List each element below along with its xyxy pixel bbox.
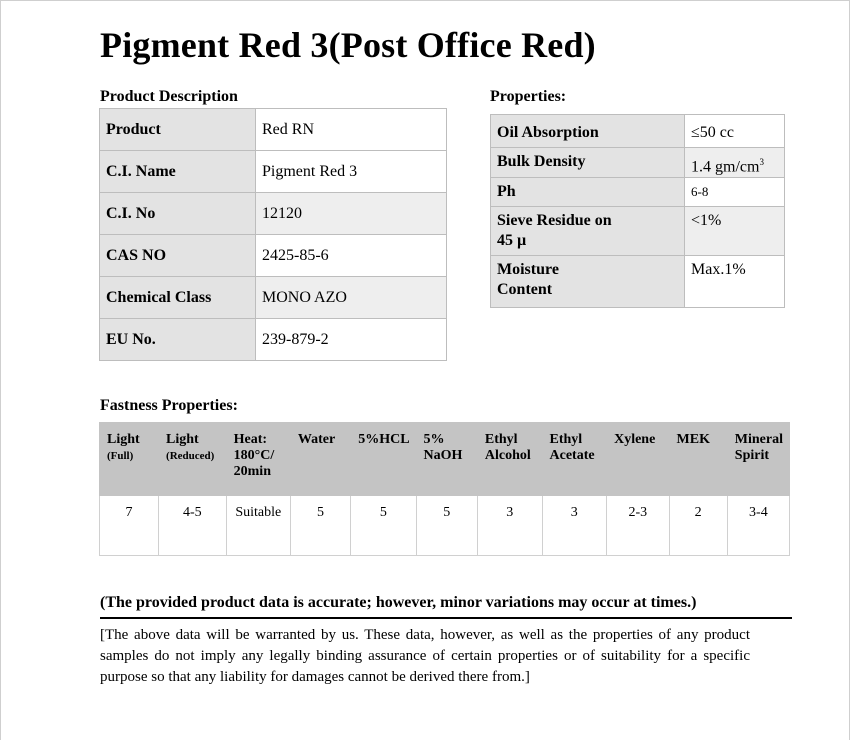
- fastness-header: [607, 423, 669, 496]
- desc-value: 2425-85-6: [256, 235, 447, 277]
- fastness-header: [727, 423, 789, 496]
- fastness-value: 2: [669, 496, 727, 556]
- table-row: [491, 256, 785, 308]
- header-line: 5%HCL: [358, 432, 410, 447]
- fastness-header: [290, 423, 350, 496]
- fastness-header: [226, 423, 290, 496]
- product-description-table: [99, 108, 447, 361]
- desc-key: Chemical Class: [100, 277, 256, 319]
- prop-value: [685, 148, 785, 178]
- prop-value: 6-8: [685, 178, 785, 207]
- prop-key-line: Moisture: [497, 261, 559, 279]
- header-line: 5%: [423, 432, 445, 447]
- table-row: [100, 193, 447, 235]
- prop-value: Max.1%: [685, 256, 785, 308]
- header-line: Water: [297, 432, 336, 447]
- prop-key: [491, 256, 685, 308]
- bulk-density-value: 1.4 gm/cm: [691, 158, 760, 176]
- table-row: [491, 207, 785, 256]
- disclaimer-heading: (The provided product data is accurate; however, minor variations may occur at times.): [100, 594, 792, 619]
- header-line: Mineral: [734, 432, 783, 447]
- fastness-header: [477, 423, 542, 496]
- desc-value: Red RN: [256, 109, 447, 151]
- desc-value: 239-879-2: [256, 319, 447, 361]
- desc-key: EU No.: [100, 319, 256, 361]
- desc-key: CAS NO: [100, 235, 256, 277]
- product-description-label: Product Description: [100, 88, 238, 105]
- prop-key-line: Content: [497, 281, 553, 299]
- prop-value: ≤50 cc: [685, 115, 785, 148]
- properties-table: [490, 114, 785, 308]
- header-sub: (Full): [107, 450, 134, 462]
- fastness-header: [542, 423, 607, 496]
- desc-value: Pigment Red 3: [256, 151, 447, 193]
- desc-key: C.I. No: [100, 193, 256, 235]
- fastness-value: 2-3: [607, 496, 669, 556]
- header-line: Xylene: [614, 432, 656, 447]
- table-row: [100, 496, 790, 556]
- fastness-value: 7: [100, 496, 159, 556]
- fastness-value: 3: [477, 496, 542, 556]
- table-row: [100, 277, 447, 319]
- fastness-header: [416, 423, 477, 496]
- prop-key: [491, 207, 685, 256]
- header-line: Ethyl: [549, 432, 583, 447]
- fastness-value: 5: [290, 496, 350, 556]
- header-line: MEK: [676, 432, 710, 447]
- table-row: [100, 319, 447, 361]
- prop-key-line: 45 µ: [497, 232, 527, 250]
- header-line: Spirit: [734, 448, 770, 463]
- header-line: 180°C/: [233, 448, 275, 463]
- table-row: [491, 148, 785, 178]
- desc-value: 12120: [256, 193, 447, 235]
- fastness-table: [99, 422, 790, 556]
- header-line: Light: [107, 432, 140, 447]
- fastness-value: 5: [351, 496, 416, 556]
- table-row: [100, 109, 447, 151]
- header-line: Ethyl: [484, 432, 518, 447]
- header-sub: (Reduced): [166, 450, 215, 462]
- table-row: [100, 235, 447, 277]
- prop-value: <1%: [685, 207, 785, 256]
- fastness-value: 4-5: [159, 496, 227, 556]
- fastness-value: Suitable: [226, 496, 290, 556]
- fastness-header: [669, 423, 727, 496]
- desc-key: C.I. Name: [100, 151, 256, 193]
- desc-value: MONO AZO: [256, 277, 447, 319]
- header-line: Alcohol: [484, 448, 531, 463]
- header-line: Acetate: [549, 448, 595, 463]
- header-line: Heat:: [233, 432, 268, 447]
- desc-key: Product: [100, 109, 256, 151]
- prop-key: Bulk Density: [491, 148, 685, 178]
- properties-label: Properties:: [490, 88, 567, 105]
- header-line: 20min: [233, 464, 271, 479]
- table-header-row: [100, 423, 790, 496]
- table-row: [100, 151, 447, 193]
- fastness-header: [159, 423, 227, 496]
- prop-key: Oil Absorption: [491, 115, 685, 148]
- fastness-header: [100, 423, 159, 496]
- header-line: Light: [166, 432, 199, 447]
- prop-key: Ph: [491, 178, 685, 207]
- fastness-value: 5: [416, 496, 477, 556]
- disclaimer-body: [The above data will be warranted by us. These data, however, as well as the properties of any product samples do not imply any legally binding assurance of certain properties or of suitability for a specific purpose so that any liability for damages cannot be derived there from.]: [100, 627, 750, 685]
- table-row: [491, 178, 785, 207]
- page-title: Pigment Red 3(Post Office Red): [100, 25, 596, 65]
- fastness-value: 3: [542, 496, 607, 556]
- prop-key-line: Sieve Residue on: [497, 212, 612, 230]
- fastness-header: [351, 423, 416, 496]
- bulk-density-exponent: 3: [759, 157, 764, 167]
- header-line: NaOH: [423, 448, 463, 463]
- fastness-value: 3-4: [727, 496, 789, 556]
- fastness-label: Fastness Properties:: [100, 397, 238, 414]
- table-row: [491, 115, 785, 148]
